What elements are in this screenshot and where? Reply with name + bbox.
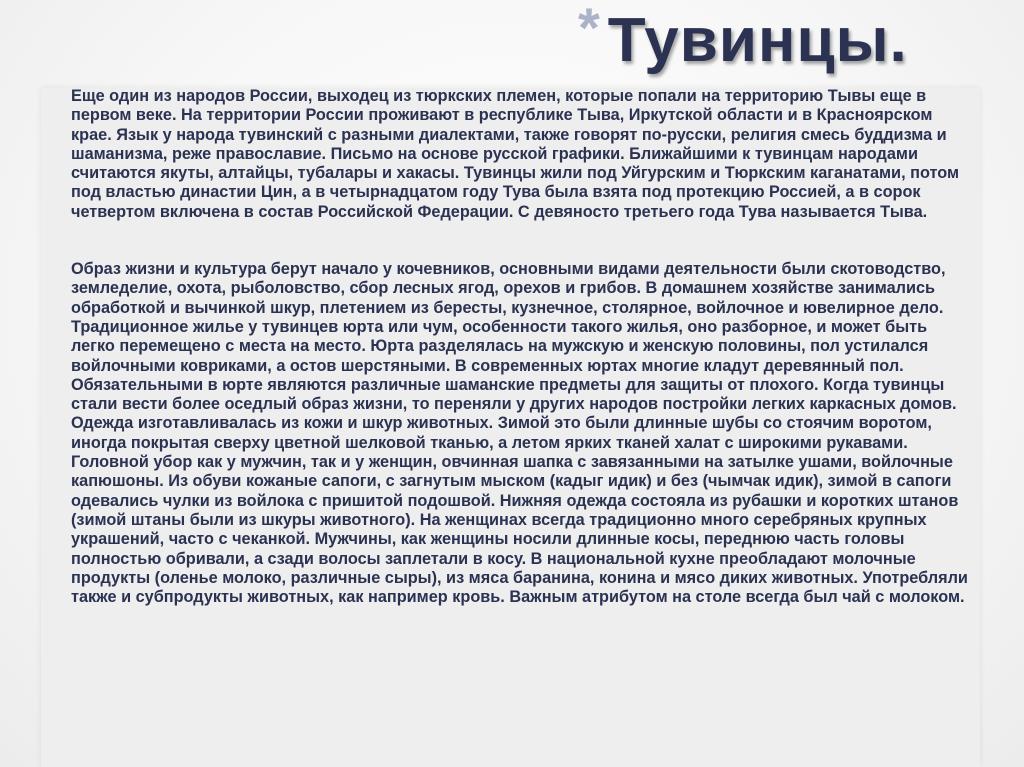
paragraph-lifestyle: Образ жизни и культура берут начало у кочевников, основными видами деятельности были скотоводство, земледелие, охота, рыболовство, сбор лесных ягод, орехов и грибов. В домашнем хозяйстве занимались обработкой и вычинкой шкур, плетением из бересты, кузнечное, столярное, войлочное и ювелирное дело. Традиционное жилье у тувинцев юрта или чум, особенности такого жилья, оно разборное, и может быть легко перемещено с места на место. Юрта разделялась на мужскую и женскую половины, пол устилался войлочными ковриками, а остов шерстяными. В современных юртах многие кладут деревянный пол. Обязательными в юрте являются различные шаманские предметы для защиты от плохого. Когда тувинцы стали вести более оседлый образ жизни, то переняли у других народов постройки легких каркасных домов. Одежда изготавливалась из кожи и шкур животных. Зимой это были длинные шубы со стоячим воротом, иногда покрытая сверху цветной шелковой тканью, а летом ярких тканей халат с широкими рукавами. Головной убор как у мужчин, так и у женщин, овчинная шапка с завязанными на затылке ушами, войлочные капюшоны. Из обуви кожаные сапоги, с загнутым мыском (кадыг идик) и без (чымчак идик), зимой в сапоги одевались чулки из войлока с пришитой подошвой. Нижняя одежда состояла из рубашки и коротких штанов (зимой штаны были из шкуры животного). На женщинах всегда традиционно много серебряных крупных украшений, часто с чеканкой. Мужчины, как женщины носили длинные косы, переднюю часть головы полностью обривали, а сзади волосы заплетали в косу. В национальной кухне преобладают молочные продукты (оленье молоко, различные сыры), из мяса баранина, конина и мясо диких животных. Употребляли также и субпродукты животных, как например кровь. Важным атрибутом на столе всегда был чай с молоком.	[71, 260, 968, 607]
title-bullet: *	[578, 0, 600, 59]
body-text	[71, 87, 971, 607]
paragraph-intro: Еще один из народов России, выходец из тюркских племен, которые попали на территорию Тывы еще в первом веке. На территории России проживают в республике Тыва, Иркутской области и в Красноярском крае. Язык у народа тувинский с разными диалектами, также говорят по-русски, религия смесь буддизма и шаманизма, реже православие. Письмо на основе русской графики. Ближайшими к тувинцам народами считаются якуты, алтайцы, тубалары и хакасы. Тувинцы жили под Уйгурским и Тюркским каганатами, потом под властью династии Цин, а в четырнадцатом году Тува была взята под протекцию Россией, а в сорок четвертом включена в состав Российской Федерации. С девяносто третьего года Тува называется Тыва.	[71, 87, 960, 221]
slide-title: Тувинцы.	[607, 6, 908, 75]
title-block	[578, 0, 908, 84]
